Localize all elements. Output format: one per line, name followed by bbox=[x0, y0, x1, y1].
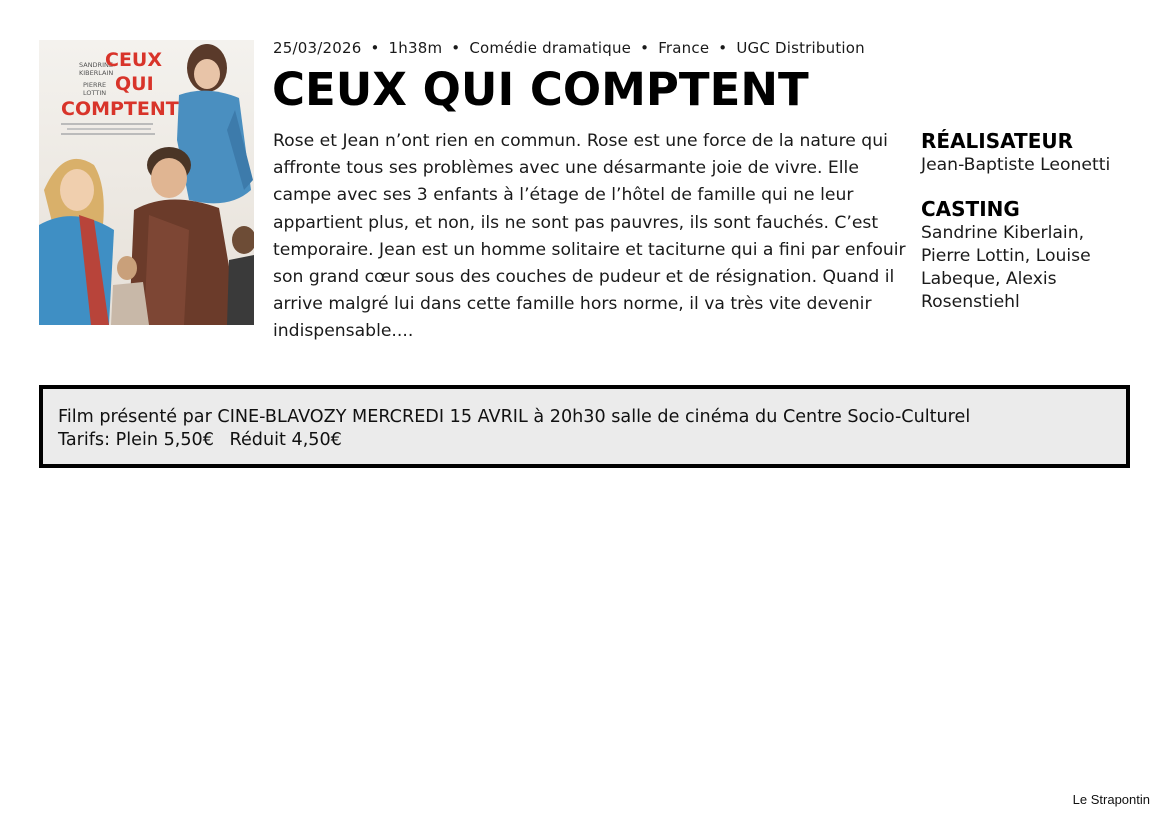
poster-title-1: CEUX bbox=[105, 49, 162, 71]
poster-image bbox=[39, 40, 254, 325]
poster-actor-2: PIERRE bbox=[83, 81, 107, 89]
film-title: CEUX QUI COMPTENT bbox=[272, 63, 809, 116]
separator: • bbox=[640, 39, 650, 57]
movie-poster bbox=[39, 40, 254, 325]
casting-heading: CASTING bbox=[921, 197, 1020, 221]
separator: • bbox=[718, 39, 728, 57]
film-metadata bbox=[273, 39, 933, 59]
footer-brand: Le Strapontin bbox=[1072, 792, 1150, 807]
screening-info-box bbox=[39, 385, 1130, 468]
separator: • bbox=[451, 39, 461, 57]
ticket-prices bbox=[58, 429, 1111, 452]
casting-list: Sandrine Kiberlain, Pierre Lottin, Louise Labeque, Alexis Rosenstiehl bbox=[921, 223, 1091, 312]
distributor: UGC Distribution bbox=[736, 39, 865, 57]
poster-actor-1b: KIBERLAIN bbox=[79, 69, 114, 77]
release-date: 25/03/2026 bbox=[273, 39, 362, 57]
poster-actor-2b: LOTTIN bbox=[83, 89, 107, 97]
separator: • bbox=[370, 39, 380, 57]
tarifs-label: Tarifs: bbox=[58, 430, 111, 450]
film-synopsis: Rose et Jean n’ont rien en commun. Rose est une force de la nature qui affronte tous ses problèmes avec une désarmante joie de vivre. Elle campe avec ses 3 enfants à l’étage de l’hôtel de famille qui ne leur appartient plus, et non, ils ne sont pas pauvres, ils sont fauchés. C’est temporaire. Jean est un homme solitaire et taciturne qui a fini par enfouir son grand cœur sous des couches de pudeur et de résignation. Quand il arrive malgré lui dans cette famille hors norme, il va très vite devenir indispensable.... bbox=[273, 131, 906, 342]
price-full: Plein 5,50€ bbox=[115, 430, 214, 450]
director-heading: RÉALISATEUR bbox=[921, 129, 1074, 153]
credits-sidebar bbox=[921, 128, 1136, 314]
poster-actor-1: SANDRINE bbox=[79, 61, 113, 69]
genre: Comédie dramatique bbox=[469, 39, 632, 57]
poster-title-3: COMPTENT bbox=[61, 98, 179, 120]
poster-title-2: QUI bbox=[115, 73, 154, 95]
price-reduced: Réduit 4,50€ bbox=[229, 430, 342, 450]
country: France bbox=[658, 39, 710, 57]
director-name: Jean-Baptiste Leonetti bbox=[921, 155, 1111, 175]
screening-details: Film présenté par CINE-BLAVOZY MERCREDI 15 AVRIL à 20h30 salle de cinéma du Centre Socio-Culturel bbox=[58, 407, 971, 427]
duration: 1h38m bbox=[388, 39, 443, 57]
